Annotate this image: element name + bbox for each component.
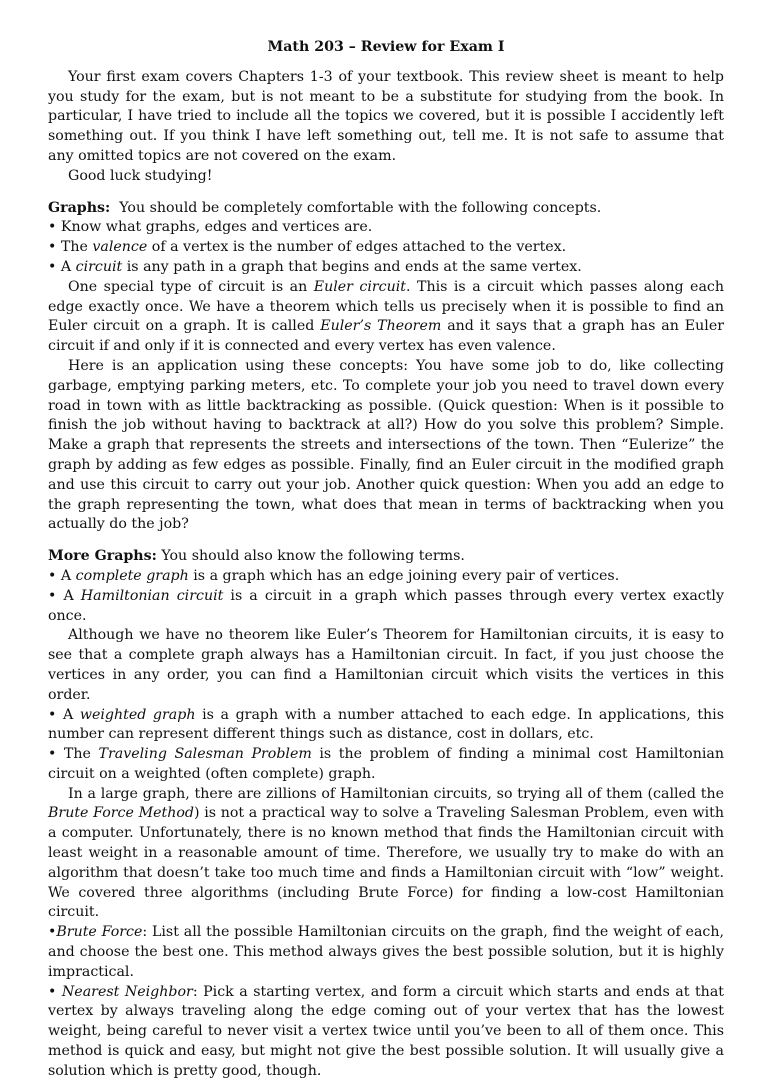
- term-complete-graph: complete graph: [75, 567, 189, 584]
- bullet-circuit: [48, 258, 724, 278]
- paragraph-text: and it says that a graph has an Euler circuit if and only if it is connected and every vertex has even valence.: [48, 318, 724, 355]
- bullet-prefix: • The: [48, 239, 93, 256]
- bullet-text: is any path in a graph that begins and ends at the same vertex.: [122, 258, 582, 275]
- more-graphs-heading: More Graphs:: [48, 548, 157, 565]
- bullet-prefix: • A: [48, 706, 80, 723]
- bullet-text: : List all the possible Hamiltonian circuits on the graph, find the weight of each, and choose the best one. This method always gives the best possible solution, but it is highly impractical.: [48, 924, 724, 980]
- bullet-prefix: • A: [48, 567, 76, 584]
- bullet-text: is a circuit in a graph which passes through every vertex exactly once.: [48, 587, 724, 624]
- bullet-text: of a vertex is the number of edges attached to the vertex.: [147, 239, 567, 256]
- hamiltonian-paragraph: Although we have no theorem like Euler’s Theorem for Hamiltonian circuits, it is easy to see that a complete graph always has a Hamiltonian circuit. In fact, if you just choose the vertices in any order, you can find a Hamiltonian circuit which visits the vertices in this order.: [48, 627, 724, 703]
- euler-circuit-paragraph: [48, 278, 724, 357]
- term-eulers-theorem: Euler’s Theorem: [320, 318, 442, 335]
- bullet-text: : Pick a starting vertex, and form a circuit which starts and ends at that vertex by always traveling along the edge coming out of your vertex that has the lowest weight, being careful to never visit a vertex twice until you’ve been to all of them once. This method is quick and easy, but might not give the best possible solution. It will usually give a solution which is pretty good, though.: [48, 983, 724, 1079]
- paragraph-text: In a large graph, there are zillions of Hamiltonian circuits, so trying all of them (called the: [68, 785, 724, 802]
- bullet-prefix: • The: [48, 746, 99, 763]
- more-graphs-lead-line: [48, 547, 724, 567]
- term-brute-force-method: Brute Force Method: [48, 805, 194, 822]
- term-valence: valence: [92, 239, 148, 256]
- bullet-text: is a graph with a number attached to each edge. In applications, this number can represent different things such as distance, cost in dollars, etc.: [48, 706, 724, 743]
- application-paragraph: Here is an application using these concepts: You have some job to do, like collecting garbage, emptying parking meters, etc. To complete your job you need to travel down every road in town with as little backtracking as possible. (Quick question: When is it possible to finish the job without having to backtrack at all?) How do you solve this problem? Simple. Make a graph that represents the streets and intersections of the town. Then “Eulerize” the graph by adding as few edges as possible. Finally, find an Euler circuit in the modified graph and use this circuit to carry out your job. Another quick question: When you add an edge to the graph representing the town, what does that mean in terms of backtracking when you actually do the job?: [48, 357, 724, 533]
- intro-paragraph: Your first exam covers Chapters 1-3 of your textbook. This review sheet is meant to help you study for the exam, but is not meant to be a substitute for studying from the book. In particular, I have tried to include all the topics we covered, but it is possible I accidently left something out. If you think I have left something out, tell me. It is not safe to assume that any omitted topics are not covered on the exam.: [48, 68, 724, 164]
- graphs-lead-line: [48, 199, 724, 219]
- bullet-prefix: •: [48, 983, 62, 1000]
- graphs-lead-text: You should be completely comfortable with the following concepts.: [119, 199, 602, 216]
- bullet-prefix: •: [48, 924, 57, 941]
- term-traveling-salesman-problem: Traveling Salesman Problem: [98, 746, 312, 763]
- graphs-heading: Graphs:: [48, 199, 111, 216]
- paragraph-text: One special type of circuit is an: [68, 278, 314, 295]
- more-graphs-lead-text: You should also know the following terms.: [161, 548, 465, 565]
- large-graph-paragraph: [48, 785, 724, 924]
- term-nearest-neighbor: Nearest Neighbor: [61, 983, 193, 1000]
- bullet-prefix: • A: [48, 258, 76, 275]
- paragraph-text: ) is not a practical way to solve a Traveling Salesman Problem, even with a computer. Unfortunately, there is no known method that finds the Hamiltonian circuit with least weight in a reasonable amount of time. Therefore, we usually try to make do with an algorithm that doesn’t take too much time and finds a Hamiltonian circuit with “low” weight. We covered three algorithms (including Brute Force) for finding a low-cost Hamiltonian circuit.: [48, 805, 724, 921]
- bullet-nearest-neighbor: [48, 983, 724, 1082]
- term-euler-circuit: Euler circuit: [313, 278, 407, 295]
- term-hamiltonian-circuit: Hamiltonian circuit: [80, 587, 224, 604]
- page-title: Math 203 – Review for Exam I: [267, 39, 505, 55]
- bullet-prefix: • A: [48, 587, 81, 604]
- bullet-traveling-salesman: [48, 745, 724, 785]
- bullet-text: is a graph which has an edge joining every pair of vertices.: [188, 567, 620, 584]
- paragraph-text: . This is a circuit which passes along each edge exactly once. We have a theorem which tells us precisely when it is possible to find an Euler circuit on a graph. It is called: [48, 278, 724, 335]
- term-circuit: circuit: [75, 258, 123, 275]
- bullet-valence: [48, 238, 724, 258]
- term-weighted-graph: weighted graph: [79, 706, 196, 723]
- good-luck-line: Good luck studying!: [68, 167, 213, 184]
- bullet-brute-force: [48, 923, 724, 982]
- bullet-complete-graph: [48, 567, 724, 587]
- bullet-weighted-graph: [48, 706, 724, 746]
- review-sheet-page: [48, 38, 724, 1082]
- bullet-graphs-edges-vertices: • Know what graphs, edges and vertices are.: [48, 219, 373, 236]
- term-brute-force: Brute Force: [56, 924, 143, 941]
- bullet-text: is the problem of finding a minimal cost Hamiltonian circuit on a weighted (often complete) graph.: [48, 746, 724, 782]
- bullet-hamiltonian-circuit: [48, 587, 724, 627]
